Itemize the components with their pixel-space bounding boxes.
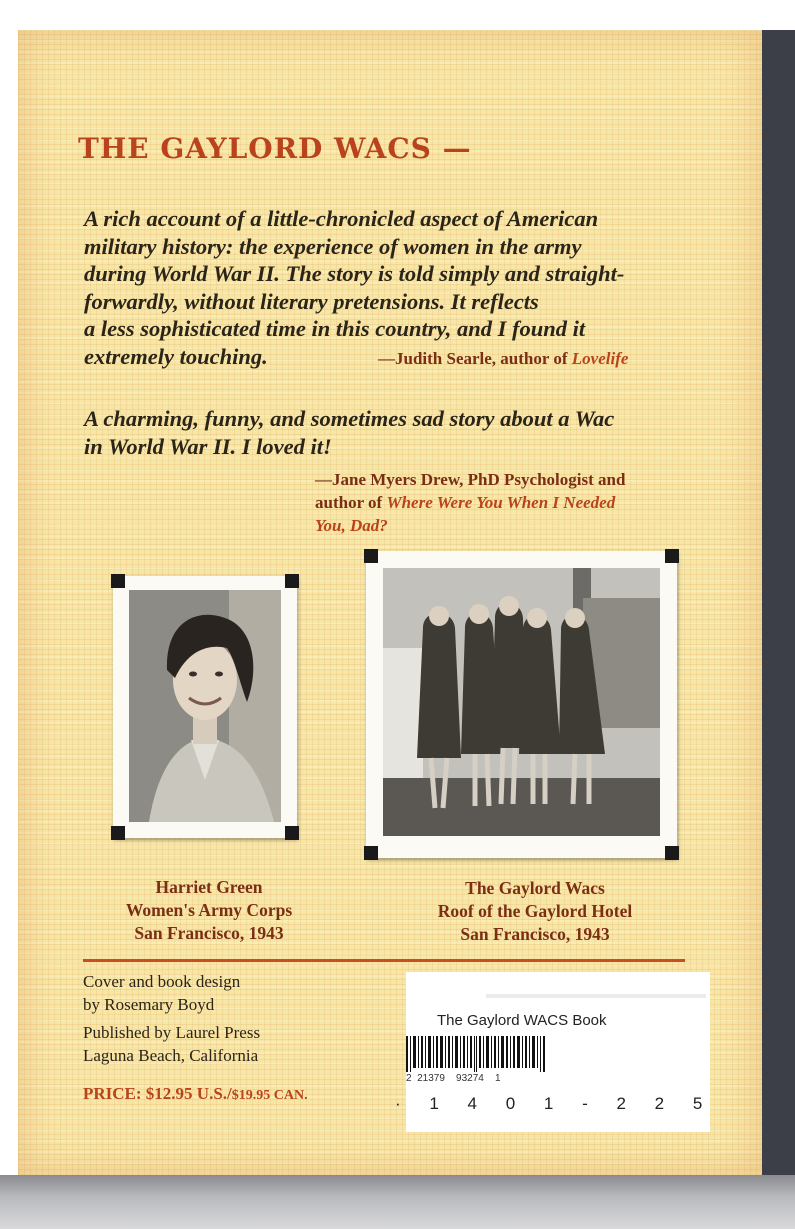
sticker-strip <box>486 994 706 998</box>
photo-corner <box>111 574 125 588</box>
quote-line: military history: the experience of women in the army <box>84 233 582 259</box>
quote-line: A charming, funny, and sometimes sad story about a Wac <box>84 406 615 431</box>
attribution-book: Where Were You When I Needed <box>386 493 616 512</box>
review-quote-1 <box>84 205 624 370</box>
caption-line: San Francisco, 1943 <box>460 924 610 944</box>
scan-edge-bottom <box>0 1175 795 1229</box>
isbn-number: · 1 4 0 1 - 2 2 5 <box>395 1094 715 1113</box>
credit-line: Laguna Beach, California <box>83 1046 259 1065</box>
divider-rule <box>83 959 685 962</box>
photo-corner <box>364 549 378 563</box>
barcode-digits: 2 21379 93274 1 <box>406 1073 501 1084</box>
photo-caption-1 <box>100 876 318 945</box>
quote-2-attribution <box>315 468 625 537</box>
barcode <box>406 1036 546 1072</box>
caption-line: Harriet Green <box>155 877 263 897</box>
quote-line: forwardly, without literary pretensions. It reflects <box>84 288 539 314</box>
attribution-author: —Judith Searle, author of <box>378 349 572 368</box>
portrait-illustration <box>129 590 281 822</box>
quote-line: a less sophisticated time in this country, and I found it <box>84 316 586 341</box>
photo-corner <box>111 826 125 840</box>
caption-line: San Francisco, 1943 <box>134 923 284 943</box>
attribution-line: —Jane Myers Drew, PhD Psychologist and <box>315 470 626 489</box>
credit-line: by Rosemary Boyd <box>83 995 215 1014</box>
quote-1-attribution <box>378 347 628 370</box>
quote-line: extremely touching. <box>84 343 268 369</box>
book-title: THE GAYLORD WACS — <box>78 132 472 165</box>
credit-line: Published by Laurel Press <box>83 1023 261 1042</box>
quote-line: during World War II. The story is told simply and straight- <box>84 261 625 286</box>
attribution-line: You, Dad? <box>315 516 388 535</box>
photo-corner <box>364 846 378 860</box>
review-quote-2 <box>84 405 614 460</box>
price-label <box>83 1084 308 1104</box>
credit-line: Cover and book design <box>83 972 241 991</box>
photo-corner <box>665 549 679 563</box>
attribution-prefix: author of <box>315 493 387 512</box>
attribution-book: Lovelife <box>571 349 629 368</box>
quote-line: in World War II. I loved it! <box>84 433 332 459</box>
attribution-line <box>315 491 625 514</box>
publisher-credit <box>83 1021 260 1067</box>
caption-line: The Gaylord Wacs <box>465 878 605 898</box>
photo-gaylord-wacs <box>366 551 677 858</box>
caption-line: Women's Army Corps <box>125 900 293 920</box>
photo-corner <box>285 574 299 588</box>
photo-corner <box>665 846 679 860</box>
group-photo <box>383 568 660 836</box>
photo-corner <box>285 826 299 840</box>
price-can: $19.95 CAN. <box>231 1088 308 1103</box>
design-credit <box>83 970 240 1016</box>
group-illustration <box>383 568 660 836</box>
scan-edge-right <box>762 30 795 1175</box>
sticker-title: The Gaylord WACS Book <box>437 1012 607 1029</box>
photo-caption-2 <box>400 877 670 946</box>
quote-line: A rich account of a little-chronicled aspect of American <box>84 206 599 231</box>
photo-harriet-green <box>113 576 297 838</box>
price-us: PRICE: $12.95 U.S./ <box>83 1084 232 1103</box>
portrait-photo <box>129 590 281 822</box>
caption-line: Roof of the Gaylord Hotel <box>437 901 633 921</box>
